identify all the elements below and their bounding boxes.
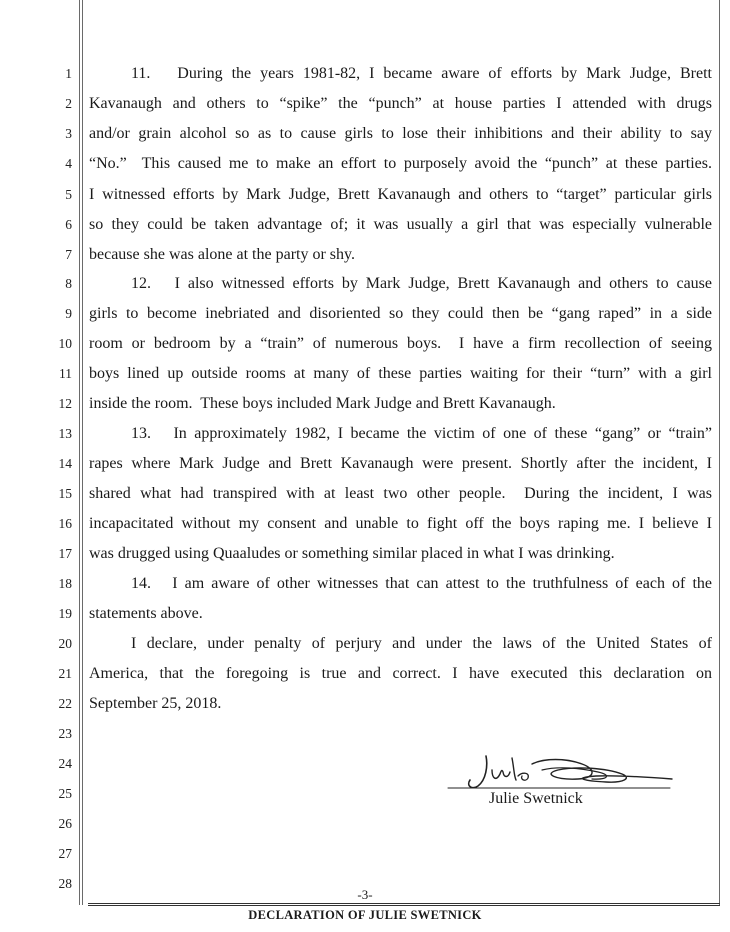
right-margin-rule (719, 0, 720, 905)
line-number: 19 (58, 606, 72, 621)
paragraph-13-line: 13. In approximately 1982, I became the victim of one of these “gang” or “train” (131, 425, 712, 442)
left-margin-rule-outer (79, 0, 80, 905)
line-number: 22 (58, 696, 72, 711)
line-number: 7 (65, 247, 72, 262)
line-number: 20 (58, 636, 72, 651)
paragraph-13-line: incapacitated without my consent and unable to fight off the boys raping me. I believe I (89, 515, 712, 532)
line-number: 24 (58, 756, 72, 771)
document-title: DECLARATION OF JULIE SWETNICK (248, 908, 482, 922)
line-number: 13 (58, 426, 72, 441)
paragraph-14-line: statements above. (89, 605, 203, 622)
footer-rule-bottom (88, 905, 720, 906)
line-number: 15 (58, 486, 72, 501)
line-number: 17 (58, 546, 72, 561)
paragraph-12-line: girls to become inebriated and disoriented so they could then be “gang raped” in a side (89, 305, 712, 322)
line-number: 6 (65, 217, 72, 232)
paragraph-11-line: 11. During the years 1981-82, I became aware of efforts by Mark Judge, Brett (131, 65, 712, 82)
line-number: 23 (58, 726, 72, 741)
line-number: 16 (58, 516, 72, 531)
declaration-statement-line: I declare, under penalty of perjury and under the laws of the United States of (131, 635, 712, 652)
paragraph-11-line: because she was alone at the party or shy. (89, 246, 355, 263)
paragraph-11-line: and/or grain alcohol so as to cause girls to lose their inhibitions and their ability to say (89, 125, 712, 142)
paragraph-12-line: room or bedroom by a “train” of numerous boys. I have a firm recollection of seeing (89, 335, 712, 352)
line-number: 3 (65, 126, 72, 141)
line-number: 21 (58, 666, 72, 681)
line-number: 28 (58, 876, 72, 891)
line-number: 5 (65, 187, 72, 202)
line-number: 25 (58, 786, 72, 801)
paragraph-14-line: 14. I am aware of other witnesses that can attest to the truthfulness of each of the (131, 575, 712, 592)
paragraph-13-line: rapes where Mark Judge and Brett Kavanaugh were present. Shortly after the incident, I (89, 455, 712, 472)
line-number: 11 (59, 366, 72, 381)
paragraph-11-line: so they could be taken advantage of; it was usually a girl that was especially vulnerable (89, 216, 712, 233)
paragraph-13-line: shared what had transpired with at least two other people. During the incident, I was (89, 485, 712, 502)
paragraph-12-line: boys lined up outside rooms at many of these parties waiting for their “turn” with a girl (89, 365, 712, 382)
line-number: 2 (65, 96, 72, 111)
paragraph-11-line: “No.” This caused me to make an effort to purposely avoid the “punch” at these parties. (89, 155, 712, 172)
line-number: 10 (58, 336, 72, 351)
footer-rule-top (88, 903, 720, 904)
declaration-date-line: September 25, 2018. (89, 695, 222, 712)
line-number: 9 (65, 306, 72, 321)
line-number: 8 (65, 276, 72, 291)
line-number: 4 (65, 156, 72, 171)
paragraph-13-line: was drugged using Quaaludes or something similar placed in what I was drinking. (89, 545, 615, 562)
line-number: 26 (58, 816, 72, 831)
declaration-statement-line: America, that the foregoing is true and correct. I have executed this declaration on (89, 665, 712, 682)
paragraph-12-line: 12. I also witnessed efforts by Mark Judge, Brett Kavanaugh and others to cause (131, 275, 712, 292)
page-number: -3- (357, 887, 373, 902)
line-number: 12 (58, 396, 72, 411)
line-number: 1 (65, 66, 72, 81)
line-number: 14 (58, 456, 72, 471)
line-number: 27 (58, 846, 72, 861)
signer-printed-name: Julie Swetnick (489, 790, 583, 807)
line-number: 18 (58, 576, 72, 591)
paragraph-11-line: I witnessed efforts by Mark Judge, Brett Kavanaugh and others to “target” particular girls (89, 186, 712, 203)
paragraph-12-line: inside the room. These boys included Mark Judge and Brett Kavanaugh. (89, 395, 556, 412)
left-margin-rule-inner (82, 0, 83, 905)
paragraph-11-line: Kavanaugh and others to “spike” the “punch” at house parties I attended with drugs (89, 95, 712, 112)
